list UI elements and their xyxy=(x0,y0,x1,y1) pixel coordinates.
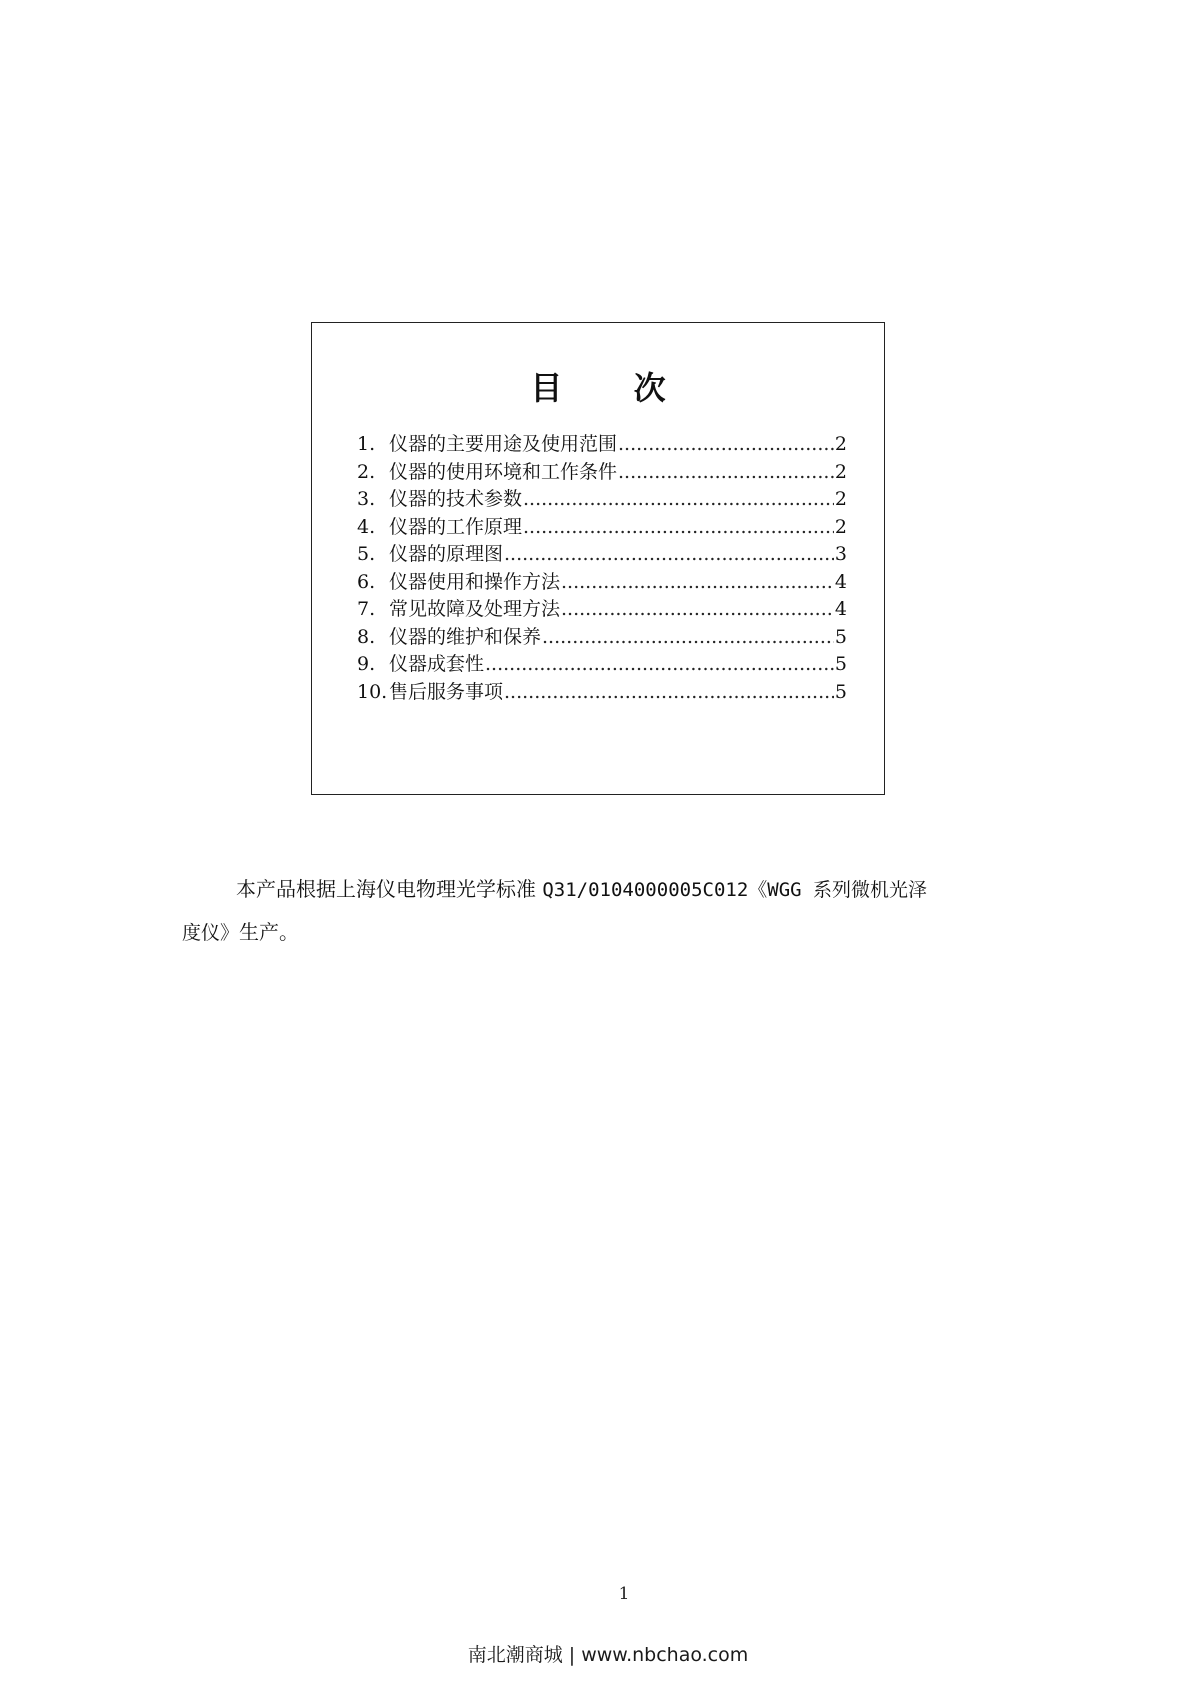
toc-item[interactable] xyxy=(357,679,847,707)
toc-item-page: 2 xyxy=(834,515,847,538)
toc-item-number: 9. xyxy=(357,653,376,675)
toc-leader-dots xyxy=(523,514,834,542)
toc-item-title: 仪器成套性 xyxy=(389,653,485,675)
toc-item[interactable] xyxy=(357,514,847,542)
toc-leader-dots xyxy=(523,486,834,514)
intro-prefix: 本产品根据上海仪电物理光学标准 xyxy=(236,877,543,901)
toc-item-page: 3 xyxy=(834,543,847,565)
intro-suffix: 生产。 xyxy=(239,920,300,944)
toc-item-number: 4. xyxy=(357,515,376,538)
toc-item[interactable] xyxy=(357,431,847,459)
toc-leader-dots xyxy=(618,459,834,487)
toc-item-title: 仪器的使用环境和工作条件 xyxy=(389,460,618,483)
toc-leader-dots xyxy=(485,651,834,679)
toc-item-title: 仪器使用和操作方法 xyxy=(389,570,561,593)
toc-item[interactable] xyxy=(357,486,847,514)
toc-leader-dots xyxy=(618,431,834,459)
toc-item-page: 2 xyxy=(834,433,847,455)
toc-item-title: 仪器的原理图 xyxy=(389,543,504,565)
toc-item-title: 仪器的工作原理 xyxy=(389,515,523,538)
toc-item-number: 10. xyxy=(357,680,388,703)
toc-item-number: 1. xyxy=(357,433,376,455)
toc-item-number: 3. xyxy=(357,488,376,510)
toc-item-title: 常见故障及处理方法 xyxy=(389,598,561,620)
toc-item-page: 2 xyxy=(834,488,847,510)
toc-leader-dots xyxy=(542,624,834,652)
toc-item-number: 8. xyxy=(357,625,376,648)
toc-item-number: 7. xyxy=(357,598,376,620)
toc-leader-dots xyxy=(561,569,834,597)
toc-leader-dots xyxy=(504,679,834,707)
toc-item-title: 仪器的技术参数 xyxy=(389,488,523,510)
footer-watermark: 南北潮商城 | www.nbchao.com xyxy=(467,1644,749,1666)
toc-leader-dots xyxy=(561,596,834,624)
toc-item[interactable] xyxy=(357,624,847,652)
toc-item-page: 4 xyxy=(834,598,847,620)
standard-reference: Q31/0104000005C012《WGG 系列微机光泽度仪》 xyxy=(182,879,928,944)
toc-item-page: 4 xyxy=(834,570,847,593)
table-of-contents xyxy=(311,322,885,795)
toc-item[interactable] xyxy=(357,541,847,569)
toc-item[interactable] xyxy=(357,569,847,597)
toc-item-number: 5. xyxy=(357,543,376,565)
toc-item-page: 5 xyxy=(834,625,847,648)
toc-item[interactable] xyxy=(357,459,847,487)
toc-item-title: 售后服务事项 xyxy=(389,680,504,703)
toc-title: 目 次 xyxy=(530,369,696,407)
toc-item-number: 2. xyxy=(357,460,376,483)
toc-item[interactable] xyxy=(357,651,847,679)
toc-item[interactable] xyxy=(357,596,847,624)
toc-item-title: 仪器的主要用途及使用范围 xyxy=(389,433,618,455)
toc-item-title: 仪器的维护和保养 xyxy=(389,625,542,648)
intro-paragraph xyxy=(182,868,942,954)
page-number: 1 xyxy=(618,1584,630,1604)
toc-list xyxy=(357,431,847,706)
toc-item-page: 5 xyxy=(834,680,847,703)
toc-item-page: 2 xyxy=(834,460,847,483)
toc-leader-dots xyxy=(504,541,834,569)
toc-item-page: 5 xyxy=(834,653,847,675)
toc-item-number: 6. xyxy=(357,570,376,593)
